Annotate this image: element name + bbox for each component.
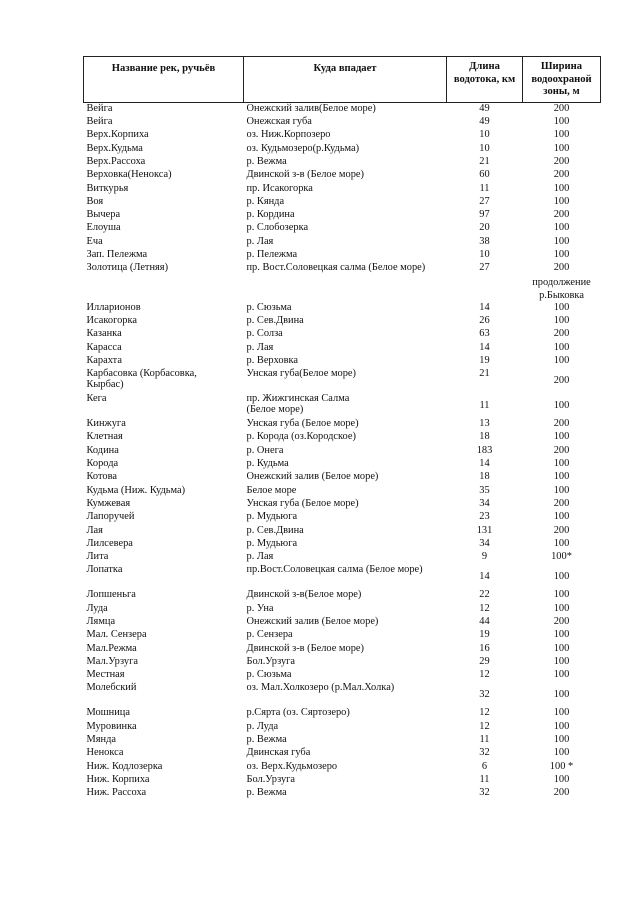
cell-length: 11 xyxy=(479,734,490,746)
cell-length: 20 xyxy=(479,222,490,234)
cell-width: 100 xyxy=(553,669,570,681)
cell-mouth: Онежский залив(Белое море) xyxy=(246,102,376,114)
table-row xyxy=(84,682,601,707)
cell-width: 100 xyxy=(553,182,570,194)
cell-mouth: оз. Мал.Холкозеро (р.Мал.Холка) xyxy=(246,682,395,694)
cell-mouth: р. Сев.Двина xyxy=(246,314,304,326)
cell-width: 200 xyxy=(553,102,570,114)
cell-width: 100 * xyxy=(549,760,574,772)
table-row xyxy=(84,209,601,222)
cell-width: 100 xyxy=(553,602,570,614)
cell-mouth: р. Лая xyxy=(246,235,274,247)
cell-mouth: Унская губа (Белое море) xyxy=(246,497,359,509)
table-row xyxy=(84,355,601,368)
cell-name: Мал.Режма xyxy=(86,642,137,654)
cell-name: Верх.Кудьма xyxy=(86,142,143,154)
table-row xyxy=(84,315,601,328)
table-row xyxy=(84,458,601,471)
cell-length: 14 xyxy=(479,571,490,583)
cell-name: Исакогорка xyxy=(86,314,137,326)
cell-name: Воя xyxy=(86,195,104,207)
table-row xyxy=(84,511,601,524)
cell-name: Ненокса xyxy=(86,747,124,759)
table-header xyxy=(84,57,601,103)
cell-width: 200 xyxy=(553,615,570,627)
cell-name: Лилсевера xyxy=(86,537,133,549)
cell-mouth: р. Луда xyxy=(246,720,279,732)
cell-mouth: р. Верховка xyxy=(246,354,299,366)
header-length: Длина водотока, км xyxy=(447,57,523,103)
cell-name: Виткурья xyxy=(86,182,129,194)
cell-mouth: р. Слобозерка xyxy=(246,222,309,234)
cell-mouth: Унская губа (Белое море) xyxy=(246,418,359,430)
table-row xyxy=(84,196,601,209)
cell-width: 100 xyxy=(553,354,570,366)
continuation-note: продолжение р.Быковка xyxy=(532,276,591,301)
cell-mouth: р. Кянда xyxy=(246,195,285,207)
cell-length: 35 xyxy=(479,484,490,496)
cell-mouth: Онежская губа xyxy=(246,116,312,128)
cell-length: 10 xyxy=(479,142,490,154)
cell-name: Вейга xyxy=(86,116,113,128)
cell-mouth: р. Пележма xyxy=(246,249,298,261)
cell-width: 100 xyxy=(553,655,570,667)
cell-length: 14 xyxy=(479,458,490,470)
table-row xyxy=(84,643,601,656)
cell-mouth: р. Солза xyxy=(246,328,283,340)
cell-width: 100 xyxy=(553,629,570,641)
header-width: Ширина водоохраной зоны, м xyxy=(523,57,601,103)
table-row xyxy=(84,445,601,458)
cell-width: 100 xyxy=(553,249,570,261)
cell-width: 100 xyxy=(553,222,570,234)
cell-mouth: р. Корода (оз.Кородское) xyxy=(246,431,356,443)
cell-width: 100 xyxy=(553,431,570,443)
cell-width: 100 xyxy=(553,314,570,326)
cell-name: Кега xyxy=(86,393,107,405)
cell-mouth: р. Уна xyxy=(246,602,274,614)
table-row xyxy=(84,471,601,484)
cell-length: 18 xyxy=(479,431,490,443)
cell-mouth: р.Сярта (оз. Сяртозеро) xyxy=(246,707,350,719)
cell-name: Зап. Пележма xyxy=(86,249,148,261)
table-row xyxy=(84,616,601,629)
cell-width: 200 xyxy=(553,497,570,509)
cell-width: 100 xyxy=(553,734,570,746)
table-row xyxy=(84,498,601,511)
cell-width: 100 xyxy=(553,116,570,128)
cell-width: 100 xyxy=(553,458,570,470)
cell-name: Кинжуга xyxy=(86,418,126,430)
cell-mouth: р. Сензера xyxy=(246,629,293,641)
cell-name: Золотица (Летняя) xyxy=(86,262,169,274)
cell-width: 100 xyxy=(553,341,570,353)
cell-length: 32 xyxy=(479,787,490,799)
table-row xyxy=(84,525,601,538)
cell-width: 100 xyxy=(553,707,570,719)
cell-width: 200 xyxy=(553,262,570,274)
cell-width: 100 xyxy=(553,129,570,141)
table-row xyxy=(84,589,601,602)
table-row xyxy=(84,342,601,355)
cell-length: 16 xyxy=(479,642,490,654)
cell-length: 26 xyxy=(479,314,490,326)
cell-length: 27 xyxy=(479,262,490,274)
table-row xyxy=(84,721,601,734)
cell-width: 200 xyxy=(553,524,570,536)
cell-mouth: пр. Жижгинская Салма (Белое море) xyxy=(246,393,350,416)
cell-length: 63 xyxy=(479,328,490,340)
table-row xyxy=(84,774,601,787)
cell-length: 23 xyxy=(479,511,490,523)
cell-width: 100 xyxy=(553,471,570,483)
cell-mouth: оз. Верх.Кудьмозеро xyxy=(246,760,338,772)
cell-length: 18 xyxy=(479,471,490,483)
cell-width: 100 xyxy=(553,720,570,732)
cell-name: Мал.Урзуга xyxy=(86,655,138,667)
table-row xyxy=(84,747,601,760)
cell-name: Лая xyxy=(86,524,103,536)
cell-mouth: пр. Вост.Соловецкая салма (Белое море) xyxy=(246,262,426,274)
table-row xyxy=(84,169,601,182)
cell-name: Мянда xyxy=(86,734,116,746)
cell-mouth: Двинской з-в (Белое море) xyxy=(246,169,364,181)
cell-length: 27 xyxy=(479,195,490,207)
cell-length: 32 xyxy=(479,689,490,701)
cell-mouth: р. Вежма xyxy=(246,734,287,746)
cell-mouth: Двинской з-в (Белое море) xyxy=(246,642,364,654)
cell-name: Карбасовка (Корбасовка, Кырбас) xyxy=(86,368,197,391)
cell-length: 9 xyxy=(481,551,488,563)
table-row xyxy=(84,328,601,341)
cell-mouth: р. Мудьюга xyxy=(246,537,298,549)
cell-name: Котова xyxy=(86,471,117,483)
table-row xyxy=(84,156,601,169)
table-row xyxy=(84,603,601,616)
cell-name: Елоуша xyxy=(86,222,121,234)
cell-mouth: Унская губа(Белое море) xyxy=(246,368,357,380)
cell-mouth: Онежский залив (Белое море) xyxy=(246,615,379,627)
cell-width: 200 xyxy=(553,375,570,387)
table-row xyxy=(84,249,601,262)
table-row xyxy=(84,538,601,551)
cell-name: Лямца xyxy=(86,615,116,627)
cell-length: 14 xyxy=(479,301,490,313)
header-mouth: Куда впадает xyxy=(244,57,447,103)
cell-length: 12 xyxy=(479,720,490,732)
cell-mouth: оз. Кудьмозеро(р.Кудьма) xyxy=(246,142,360,154)
cell-length: 29 xyxy=(479,655,490,667)
cell-width: 100 xyxy=(553,537,570,549)
table-row xyxy=(84,485,601,498)
table-row xyxy=(84,787,601,800)
cell-name: Вейга xyxy=(86,102,113,114)
cell-mouth: р. Лая xyxy=(246,341,274,353)
table-row xyxy=(84,102,601,116)
cell-name: Верховка(Ненокса) xyxy=(86,169,172,181)
cell-length: 60 xyxy=(479,169,490,181)
cell-width: 200 xyxy=(553,155,570,167)
cell-width: 100 xyxy=(553,484,570,496)
cell-name: Карасса xyxy=(86,341,122,353)
cell-width: 100 xyxy=(553,400,570,412)
cell-length: 21 xyxy=(479,155,490,167)
cell-length: 21 xyxy=(479,368,490,380)
cell-length: 11 xyxy=(479,773,490,785)
cell-name: Луда xyxy=(86,602,108,614)
table-row xyxy=(84,129,601,142)
cell-width: 100 xyxy=(553,571,570,583)
cell-name: Еча xyxy=(86,235,103,247)
table-body xyxy=(84,102,601,800)
cell-name: Мал. Сензера xyxy=(86,629,147,641)
cell-mouth: р. Мудьюга xyxy=(246,511,298,523)
cell-name: Казанка xyxy=(86,328,122,340)
cell-length: 13 xyxy=(479,418,490,430)
table-row xyxy=(84,656,601,669)
cell-mouth: р. Сев.Двина xyxy=(246,524,304,536)
table-row xyxy=(84,669,601,682)
cell-length: 12 xyxy=(479,602,490,614)
cell-length: 49 xyxy=(479,116,490,128)
table-row xyxy=(84,564,601,589)
cell-length: 12 xyxy=(479,707,490,719)
cell-length: 131 xyxy=(476,524,493,536)
cell-mouth: р. Кудьма xyxy=(246,458,289,470)
cell-name: Мошница xyxy=(86,707,130,719)
cell-length: 11 xyxy=(479,182,490,194)
cell-width: 100 xyxy=(553,773,570,785)
cell-mouth: Бол.Урзуга xyxy=(246,773,296,785)
cell-width: 200 xyxy=(553,418,570,430)
cell-width: 100 xyxy=(553,235,570,247)
cell-mouth: р. Вежма xyxy=(246,155,287,167)
cell-length: 14 xyxy=(479,341,490,353)
cell-name: Молебский xyxy=(86,682,137,694)
cell-width: 100 xyxy=(553,589,570,601)
cell-width: 200 xyxy=(553,787,570,799)
table-row xyxy=(84,629,601,642)
cell-mouth: Двинская губа xyxy=(246,747,311,759)
cell-name: Лапоручей xyxy=(86,511,135,523)
cell-name: Местная xyxy=(86,669,125,681)
cell-length: 19 xyxy=(479,629,490,641)
cell-name: Кудьма (Ниж. Кудьма) xyxy=(86,484,186,496)
cell-name: Вычера xyxy=(86,209,121,221)
table-row xyxy=(84,761,601,774)
cell-length: 10 xyxy=(479,249,490,261)
cell-width: 100* xyxy=(551,551,572,563)
cell-mouth: пр. Исакогорка xyxy=(246,182,313,194)
cell-length: 11 xyxy=(479,400,490,412)
cell-mouth: р. Кордина xyxy=(246,209,295,221)
cell-width: 100 xyxy=(553,511,570,523)
table-row xyxy=(84,236,601,249)
table-row xyxy=(84,302,601,315)
table-row xyxy=(84,262,601,275)
cell-width: 100 xyxy=(553,195,570,207)
table-row xyxy=(84,707,601,720)
cell-name: Корода xyxy=(86,458,119,470)
cell-width: 200 xyxy=(553,209,570,221)
header-name: Название рек, ручьёв xyxy=(84,57,244,103)
table-row xyxy=(84,116,601,129)
cell-name: Лопатка xyxy=(86,564,123,576)
table-row xyxy=(84,222,601,235)
table-row xyxy=(84,143,601,156)
cell-length: 32 xyxy=(479,747,490,759)
cell-mouth: пр.Вост.Соловецкая салма (Белое море) xyxy=(246,564,423,576)
cell-length: 34 xyxy=(479,497,490,509)
cell-name: Лопшеньга xyxy=(86,589,136,601)
cell-mouth: Онежский залив (Белое море) xyxy=(246,471,379,483)
cell-name: Муровинка xyxy=(86,720,137,732)
cell-width: 200 xyxy=(553,444,570,456)
cell-name: Клетная xyxy=(86,431,123,443)
continuation-row xyxy=(84,276,601,302)
cell-mouth: Белое море xyxy=(246,484,297,496)
cell-name: Верх.Рассоха xyxy=(86,155,146,167)
cell-length: 22 xyxy=(479,589,490,601)
cell-name: Ниж. Кодлозерка xyxy=(86,760,163,772)
cell-mouth: р. Сюзьма xyxy=(246,669,292,681)
cell-length: 38 xyxy=(479,235,490,247)
table-row xyxy=(84,368,601,393)
cell-name: Илларионов xyxy=(86,301,141,313)
table-row xyxy=(84,431,601,444)
cell-length: 34 xyxy=(479,537,490,549)
cell-length: 12 xyxy=(479,669,490,681)
table-row xyxy=(84,551,601,564)
cell-name: Карахта xyxy=(86,354,122,366)
cell-width: 100 xyxy=(553,642,570,654)
cell-length: 6 xyxy=(481,760,488,772)
table-row xyxy=(84,734,601,747)
cell-width: 100 xyxy=(553,747,570,759)
cell-mouth: р. Вежма xyxy=(246,787,287,799)
cell-name: Кодина xyxy=(86,444,119,456)
cell-length: 19 xyxy=(479,354,490,366)
cell-name: Верх.Корпиха xyxy=(86,129,149,141)
cell-length: 97 xyxy=(479,209,490,221)
cell-mouth: р. Онега xyxy=(246,444,284,456)
cell-width: 200 xyxy=(553,169,570,181)
cell-width: 100 xyxy=(553,689,570,701)
cell-mouth: р. Лая xyxy=(246,551,274,563)
cell-length: 183 xyxy=(476,444,493,456)
table-row xyxy=(84,183,601,196)
cell-name: Ниж. Корпиха xyxy=(86,773,150,785)
cell-name: Лита xyxy=(86,551,109,563)
cell-mouth: Бол.Урзуга xyxy=(246,655,296,667)
cell-mouth: Двинской з-в(Белое море) xyxy=(246,589,362,601)
rivers-table xyxy=(83,56,601,801)
table-row xyxy=(84,393,601,418)
cell-width: 100 xyxy=(553,142,570,154)
cell-width: 100 xyxy=(553,301,570,313)
cell-name: Ниж. Рассоха xyxy=(86,787,147,799)
table-row xyxy=(84,418,601,431)
cell-name: Кумжевая xyxy=(86,497,131,509)
cell-mouth: р. Сюзьма xyxy=(246,301,292,313)
cell-length: 44 xyxy=(479,615,490,627)
cell-width: 200 xyxy=(553,328,570,340)
cell-length: 10 xyxy=(479,129,490,141)
cell-length: 49 xyxy=(479,102,490,114)
cell-mouth: оз. Ниж.Корпозеро xyxy=(246,129,331,141)
